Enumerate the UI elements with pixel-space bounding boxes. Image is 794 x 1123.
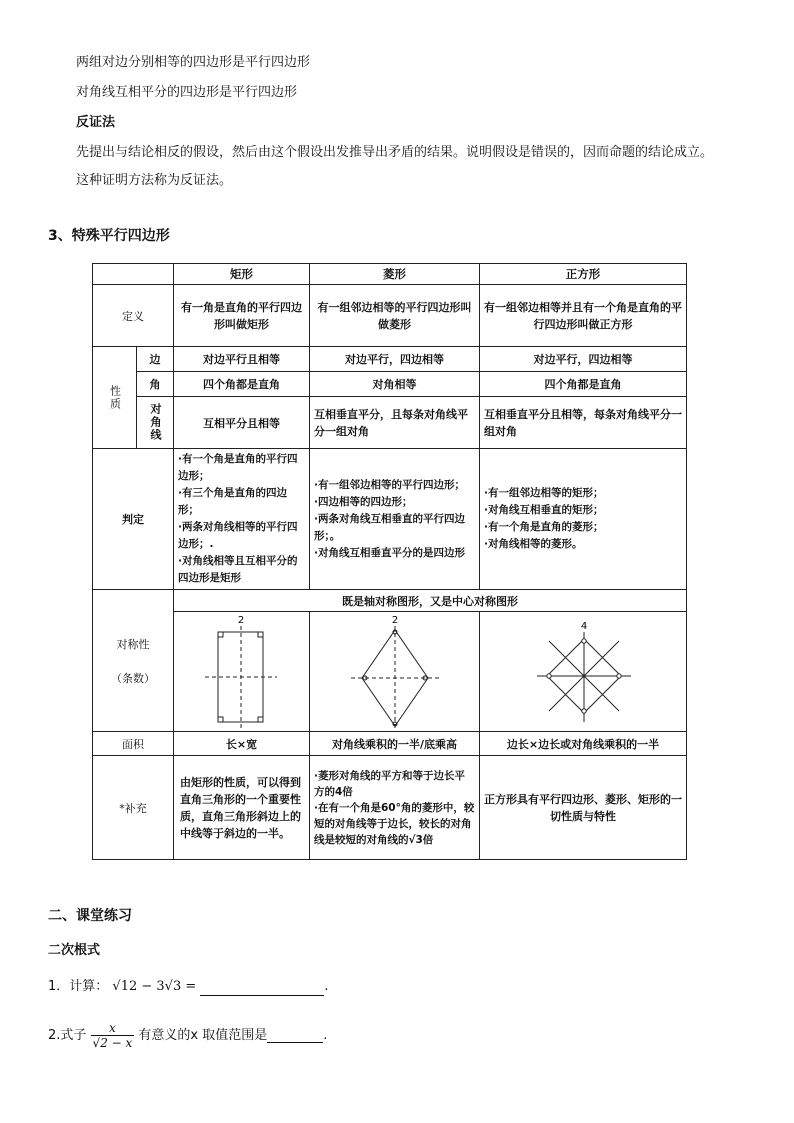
properties-label	[93, 347, 137, 449]
supplement-label: *补充	[93, 756, 174, 860]
judgement-rhombus-item: ·四边相等的四边形；	[314, 495, 413, 508]
angle-rect: 四个角都是直角	[174, 372, 310, 397]
header-empty	[93, 264, 174, 285]
side-rhombus: 对边平行，四边相等	[310, 347, 480, 372]
question-2	[48, 1016, 327, 1056]
heading-proof-by-contradiction: 反证法	[76, 115, 116, 130]
area-square: 边长×边长或对角线乘积的一半	[480, 732, 687, 756]
vertex-mark	[546, 674, 550, 678]
judgement-rect-item: ·对角线相等且互相平分的四边形是矩形	[178, 555, 298, 584]
symmetry-square	[480, 612, 687, 732]
judgement-square-item: ·对角线互相垂直的矩形；	[484, 504, 604, 516]
right-angle-mark	[258, 632, 263, 637]
judgement-rect-item: ·两条对角线相等的平行四边形；.	[178, 521, 298, 550]
question-2-mid: 有意义的x 取值范围是	[138, 1028, 268, 1043]
question-1-expression: √12 − 3√3 =	[112, 979, 197, 994]
judgement-rect	[174, 449, 310, 590]
fraction-numerator: x	[91, 1021, 135, 1036]
answer-blank-1[interactable]	[200, 981, 324, 996]
paragraph-2: 这种证明方法称为反证法。	[76, 173, 233, 188]
area-rhombus: 对角线乘积的一半/底乘高	[310, 732, 480, 756]
judgement-label: 判定	[93, 449, 174, 590]
square-axis-count: 4	[580, 621, 587, 632]
angle-square: 四个角都是直角	[480, 372, 687, 397]
vertex-mark	[616, 674, 620, 678]
definition-rhombus: 有一组邻边相等的平行四边形叫做菱形	[310, 285, 480, 347]
side-rect: 对边平行且相等	[174, 347, 310, 372]
judgement-rhombus-item: ·对角线互相垂直平分的是四边形	[314, 546, 465, 559]
angle-label: 角	[137, 372, 174, 397]
diag-square: 互相垂直平分且相等，每条对角线平分一组对角	[480, 397, 687, 449]
symmetry-label	[93, 590, 174, 732]
diag-rhombus: 互相垂直平分，且每条对角线平分一组对角	[310, 397, 480, 449]
vertex-mark	[581, 639, 585, 643]
question-1-prefix: 1．计算：	[48, 979, 109, 994]
judgement-rect-item: ·有一个角是直角的平行四边形；	[178, 453, 298, 482]
supplement-rhombus	[310, 756, 480, 860]
diag-rect: 互相平分且相等	[174, 397, 310, 449]
area-rect: 长×宽	[174, 732, 310, 756]
supplement-rhombus-item: ·在有一个角是60°角的菱形中，较短的对角线等于边长，较长的对角线是较短的对角线的√3倍	[314, 801, 475, 846]
judgement-rhombus-item: ·两条对角线互相垂直的平行四边形；。	[314, 512, 465, 542]
quadrilateral-table	[92, 263, 687, 860]
section-title: 3、特殊平行四边形	[48, 228, 170, 244]
judgement-square-item: ·有一个角是直角的菱形；	[484, 521, 604, 533]
header-square: 正方形	[480, 264, 687, 285]
judgement-square-item: ·有一组邻边相等的矩形；	[484, 487, 604, 499]
judgement-square-item: ·对角线相等的菱形。	[484, 538, 583, 550]
rectangle-figure	[175, 612, 309, 728]
text-line-1: 两组对边分别相等的四边形是平行四边形	[76, 55, 311, 70]
definition-label: 定义	[93, 285, 174, 347]
symmetry-label-sub: （条数）	[111, 671, 155, 685]
question-2-end: .	[323, 1028, 328, 1043]
supplement-rhombus-item: ·菱形对角线的平方和等于边长平方的4倍	[314, 769, 465, 798]
question-2-fraction	[91, 1021, 135, 1050]
right-angle-mark	[218, 632, 223, 637]
rect-axis-count: 2	[237, 615, 244, 626]
judgement-rect-item: ·有三个角是直角的四边形；	[178, 487, 287, 516]
side-label: 边	[137, 347, 174, 372]
practice-subtitle: 二次根式	[48, 943, 101, 958]
question-1	[48, 978, 329, 996]
header-rhombus: 菱形	[310, 264, 480, 285]
rhombus-figure	[311, 612, 479, 728]
header-rect: 矩形	[174, 264, 310, 285]
judgement-rhombus-item: ·有一组邻边相等的平行四边形；	[314, 478, 465, 491]
question-2-prefix: 2.式子	[48, 1028, 87, 1043]
question-1-end: .	[324, 979, 329, 994]
symmetry-rect	[174, 612, 310, 732]
paragraph-1: 先提出与结论相反的假设，然后由这个假设出发推导出矛盾的结果。说明假设是错误的，因而命题的结论成立。	[76, 145, 714, 160]
judgement-square	[480, 449, 687, 590]
side-square: 对边平行，四边相等	[480, 347, 687, 372]
diag-label-text: 对角线	[149, 403, 162, 442]
diag-label	[137, 397, 174, 449]
supplement-square: 正方形具有平行四边形、菱形、矩形的一切性质与特性	[480, 756, 687, 860]
symmetry-caption: 既是轴对称图形，又是中心对称图形	[174, 590, 687, 612]
symmetry-label-text: 对称性	[116, 637, 150, 651]
symmetry-rhombus	[310, 612, 480, 732]
definition-rect: 有一角是直角的平行四边形叫做矩形	[174, 285, 310, 347]
square-figure	[481, 612, 686, 728]
definition-square: 有一组邻边相等并且有一个角是直角的平行四边形叫做正方形	[480, 285, 687, 347]
supplement-rect: 由矩形的性质，可以得到直角三角形的一个重要性质，直角三角形斜边上的中线等于斜边的一半。	[174, 756, 310, 860]
answer-blank-2[interactable]	[267, 1028, 323, 1043]
right-angle-mark	[218, 717, 223, 722]
properties-label-text: 性质	[108, 384, 122, 411]
fraction-denominator: √2 − x	[92, 1036, 133, 1050]
text-line-2: 对角线互相平分的四边形是平行四边形	[76, 85, 298, 100]
practice-title: 二、课堂练习	[48, 908, 132, 924]
right-angle-mark	[258, 717, 263, 722]
judgement-rhombus	[310, 449, 480, 590]
rhombus-axis-count: 2	[391, 615, 398, 626]
vertex-mark	[581, 709, 585, 713]
angle-rhombus: 对角相等	[310, 372, 480, 397]
area-label: 面积	[93, 732, 174, 756]
